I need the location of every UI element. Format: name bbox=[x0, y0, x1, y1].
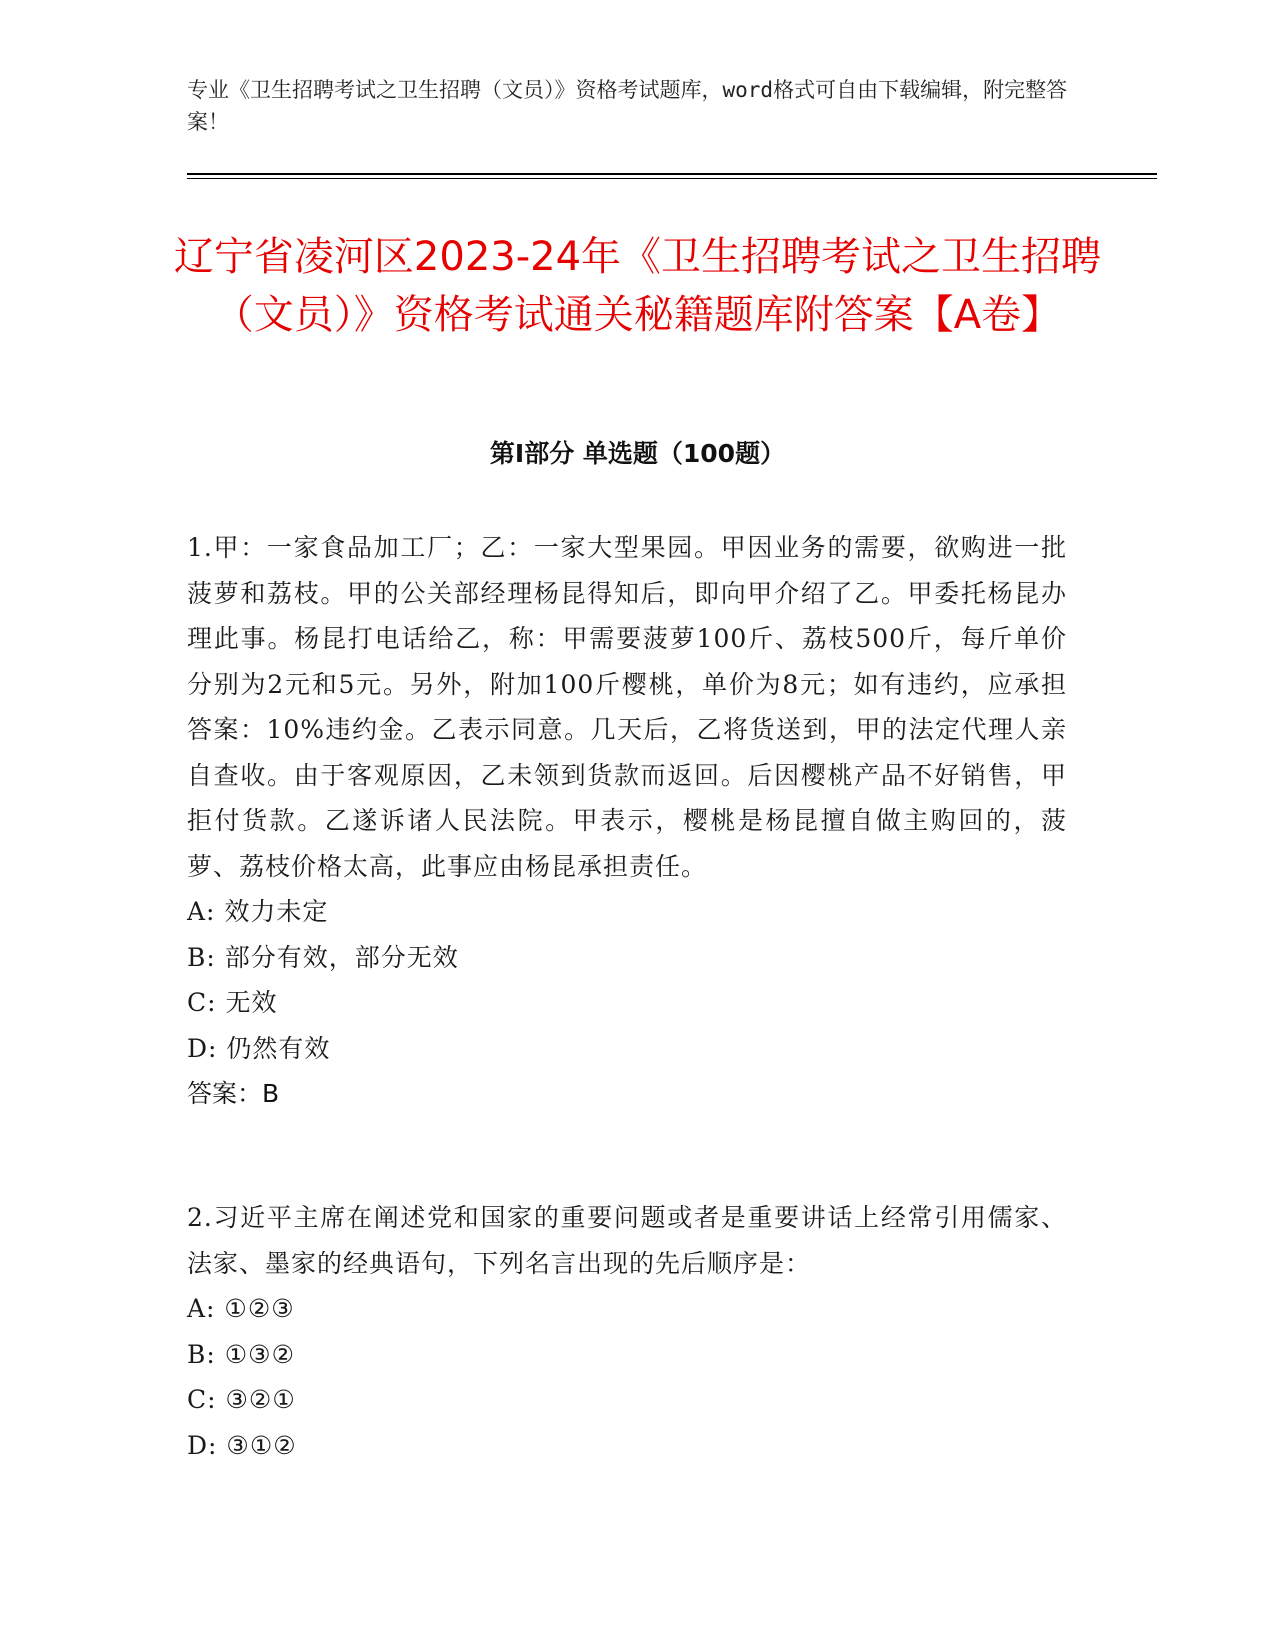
option-a: A: ①②③ bbox=[187, 1294, 295, 1323]
header-note: 专业《卫生招聘考试之卫生招聘（文员）》资格考试题库，word格式可自由下载编辑，附完整答案！ bbox=[187, 78, 1068, 134]
option-c: C: ③②① bbox=[187, 1385, 296, 1414]
question-stem: 1.甲：一家食品加工厂；乙：一家大型果园。甲因业务的需要，欲购进一批菠萝和荔枝。甲的公关部经理杨昆得知后，即向甲介绍了乙。甲委托杨昆办理此事。杨昆打电话给乙，称：甲需要菠萝100斤、荔枝500斤，每斤单价分别为2元和5元。另外，附加100斤樱桃，单价为8元；如有违约，应承担答案：10%违约金。乙表示同意。几天后，乙将货送到，甲的法定代理人亲自查收。由于客观原因，乙未领到货款而返回。后因樱桃产品不好销售，甲拒付货款。乙遂诉诸人民法院。甲表示，樱桃是杨昆擅自做主购回的，菠萝、荔枝价格太高，此事应由杨昆承担责任。 bbox=[187, 533, 1067, 881]
section-title: 第I部分 单选题（100题） bbox=[489, 439, 786, 468]
document-title: 辽宁省凌河区2023-24年《卫生招聘考试之卫生招聘（文员）》资格考试通关秘籍题库附答案【A卷】 bbox=[173, 234, 1102, 338]
question-2 bbox=[187, 1195, 1067, 1468]
option-b: B: 部分有效，部分无效 bbox=[187, 942, 459, 972]
answer-label: 答案：B bbox=[187, 1079, 280, 1108]
option-d: D: ③①② bbox=[187, 1430, 297, 1460]
option-d: D: 仍然有效 bbox=[187, 1033, 331, 1063]
option-a: A: 效力未定 bbox=[187, 897, 329, 926]
header-rule-thick bbox=[187, 173, 1157, 175]
header-rule-thin bbox=[187, 178, 1157, 179]
question-1 bbox=[187, 525, 1067, 1116]
option-b: B: ①③② bbox=[187, 1339, 295, 1369]
question-stem: 2.习近平主席在阐述党和国家的重要问题或者是重要讲话上经常引用儒家、法家、墨家的经典语句，下列名言出现的先后顺序是： bbox=[187, 1203, 1067, 1278]
option-c: C: 无效 bbox=[187, 988, 278, 1017]
